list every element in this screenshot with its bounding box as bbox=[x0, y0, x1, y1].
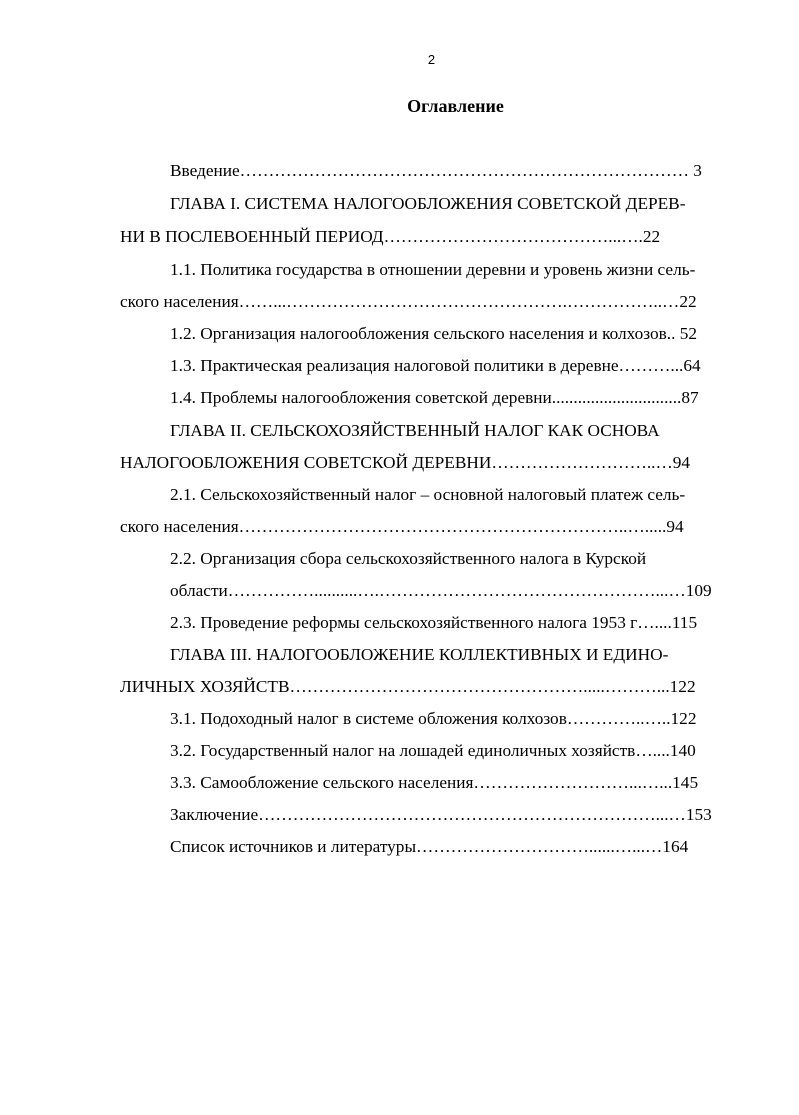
toc-chapter-2-heading-cont: НАЛОГООБЛОЖЕНИЯ СОВЕТСКОЙ ДЕРЕВНИ………………………..…94 bbox=[120, 453, 691, 472]
toc-chapter-3-heading-cont: ЛИЧНЫХ ХОЗЯЙСТВ…………………………………………….....………...122 bbox=[120, 677, 696, 696]
toc-entry-sources: Список источников и литературы…………………………......…...…164 bbox=[170, 837, 689, 856]
toc-title: Оглавление bbox=[407, 96, 504, 116]
toc-section-2-1-cont: ского населения…………………………………………………………..….....94 bbox=[120, 517, 684, 536]
toc-section-2-1: 2.1. Сельскохозяйственный налог – основной налоговый платеж сель- bbox=[170, 485, 686, 504]
toc-section-2-3: 2.3. Проведение реформы сельскохозяйственного налога 1953 г…....115 bbox=[170, 613, 698, 632]
toc-section-3-3: 3.3. Самообложение сельского населения………………………...…...145 bbox=[170, 773, 699, 792]
toc-section-2-2-cont: области……………..........….…………………………………………...…109 bbox=[170, 581, 712, 600]
toc-section-1-3: 1.3. Практическая реализация налоговой политики в деревне………...64 bbox=[170, 356, 701, 375]
toc-section-1-4: 1.4. Проблемы налогообложения советской деревни..............................87 bbox=[170, 388, 699, 407]
toc-section-1-1-cont: ского населения……...………………………………………….……………..…22 bbox=[120, 292, 697, 311]
toc-section-3-1: 3.1. Подоходный налог в системе обложения колхозов…………..…..122 bbox=[170, 709, 697, 728]
toc-chapter-2-heading: ГЛАВА II. СЕЛЬСКОХОЗЯЙСТВЕННЫЙ НАЛОГ КАК ОСНОВА bbox=[170, 421, 660, 440]
toc-section-1-2: 1.2. Организация налогообложения сельского населения и колхозов.. 52 bbox=[170, 324, 698, 343]
toc-entry-conclusion: Заключение……………………………………………………………...…153 bbox=[170, 805, 712, 824]
toc-chapter-1-heading-cont: НИ В ПОСЛЕВОЕННЫЙ ПЕРИОД…………………………………...….22 bbox=[120, 227, 661, 246]
toc-section-2-2: 2.2. Организация сбора сельскохозяйственного налога в Курской bbox=[170, 549, 647, 568]
toc-section-3-2: 3.2. Государственный налог на лошадей единоличных хозяйств…....140 bbox=[170, 741, 696, 760]
toc-entry-introduction: Введение…………………………………………………………………… 3 bbox=[170, 161, 702, 180]
toc-chapter-1-heading: ГЛАВА I. СИСТЕМА НАЛОГООБЛОЖЕНИЯ СОВЕТСКОЙ ДЕРЕВ- bbox=[170, 194, 686, 213]
toc-section-1-1: 1.1. Политика государства в отношении деревни и уровень жизни сель- bbox=[170, 260, 696, 279]
toc-chapter-3-heading: ГЛАВА III. НАЛОГООБЛОЖЕНИЕ КОЛЛЕКТИВНЫХ И ЕДИНО- bbox=[170, 645, 669, 664]
page-number: 2 bbox=[427, 52, 436, 67]
